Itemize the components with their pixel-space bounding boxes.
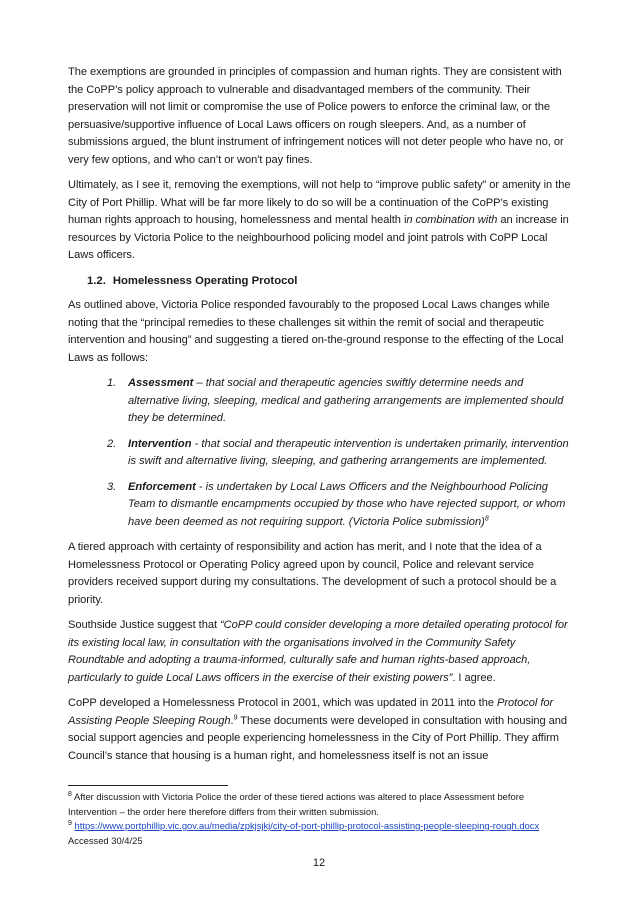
- list-item-assessment: [91, 375, 574, 428]
- footnote-text: After discussion with Victoria Police the order of these tiered actions was altered to place Assessment before Intervention – the order here therefore differs from their written submission.: [68, 791, 525, 817]
- paragraph-text: These documents were developed in consultation with housing and social support agencies and people experiencing homelessness in the City of Port Phillip. They affirm Council’s stance that housing is a human right, and homelessness itself is not an issue: [68, 714, 568, 762]
- footnotes: [68, 790, 574, 848]
- quote-text: “CoPP could consider developing a more detailed operating protocol for its existing local law, in consultation with the organisations involved in the Community Safety Roundtable and adopting a trauma-informed, culturally safe and human rights-based approach, particularly to guide Local Laws officers in the exercise of their existing powers”: [68, 619, 568, 684]
- paragraph-outlined: As outlined above, Victoria Police responded favourably to the proposed Local Laws changes while noting that the “principal remedies to these challenges sit within the remit of social and therapeutic intervention and housing” and suggesting a tiered on-the-ground response to the effecting of the Local Laws as follows:: [68, 299, 564, 364]
- list-marker: 2.: [107, 437, 117, 450]
- paragraph-text: . I agree.: [452, 671, 496, 684]
- emphasis-text: n combination with: [406, 214, 498, 226]
- paragraph-text: an increase in resources by Victoria Police to the neighbourhood policing model and joint patrols with CoPP Local Laws officers.: [68, 214, 569, 261]
- page-number: 12: [312, 857, 326, 869]
- list-text: - that social and therapeutic intervention is undertaken primarily, intervention is swift and alternative living, sleeping, and gathering arrangements are implemented.: [128, 437, 569, 467]
- paragraph-ultimately: [68, 177, 574, 265]
- paragraph-text: Ultimately, as I see it, removing the exemptions, will not help to “improve public safety” or amenity in the City of Port Phillip. What will be far more likely to do so will be a continuation of the CoPP’s existing human rights approach to housing, homelessness and mental health i: [68, 179, 571, 226]
- footnote-ref-8[interactable]: 8: [484, 514, 489, 522]
- footnote-text: Accessed 30/4/25: [68, 834, 143, 846]
- tiered-response-list: [68, 375, 574, 531]
- paragraph-tiered-approach: A tiered approach with certainty of responsibility and action has merit, and I note that the idea of a Homelessness Protocol or Operating Policy agreed upon by council, Police and relevant service providers received support during my consultations. The development of such a protocol should be a priority.: [68, 541, 557, 606]
- list-item-intervention: [91, 436, 574, 471]
- footnote-9: [68, 819, 574, 848]
- section-heading: [68, 273, 574, 291]
- list-marker: 3.: [107, 480, 117, 493]
- footnote-8: [68, 790, 574, 819]
- title-text: Protocol for Assisting People Sleeping Rough: [68, 697, 554, 727]
- paragraph-text: Southside Justice suggest that: [68, 619, 221, 631]
- list-marker: 1.: [107, 377, 117, 389]
- paragraph-text: .: [230, 714, 234, 727]
- list-term: Assessment: [128, 377, 194, 389]
- list-text: - is undertaken by Local Laws Officers and the Neighbourhood Policing Team to dismantle encampments occupied by those who have rejected support, or whom have been deemed as not requiring support. (Victoria Police submission): [128, 480, 566, 528]
- document-page: [68, 64, 574, 773]
- footnote-link[interactable]: https://www.portphillip.vic.gov.au/media/zpkjsjkj/city-of-port-phillip-protocol-assisting-people-sleeping-rough.docx: [74, 820, 540, 831]
- list-item-enforcement: [91, 479, 574, 532]
- list-text: – that social and therapeutic agencies swiftly determine needs and alternative living, sleeping, medical and gathering arrangements are implemented should they be determined.: [128, 377, 564, 424]
- footnote-ref-9[interactable]: 9: [233, 713, 238, 721]
- paragraph-exemptions: The exemptions are grounded in principles of compassion and human rights. They are consistent with the CoPP’s policy approach to vulnerable and disadvantaged members of the community. Their preservation will not limit or compromise the use of Police powers to enforce the criminal law, or the persuasive/supportive influence of Local Laws officers on rough sleepers. And, as a number of submissions argued, the blunt instrument of infringement notices will not deter people who have no, or very few options, and who can’t or won't pay fines.: [68, 66, 564, 166]
- paragraph-copp-developed: [68, 695, 574, 765]
- footnote-number: 9: [68, 819, 72, 827]
- list-term: Enforcement: [128, 480, 196, 493]
- footnote-separator: [68, 785, 228, 786]
- list-term: Intervention: [128, 437, 192, 450]
- paragraph-text: CoPP developed a Homelessness Protocol in 2001, which was updated in 2011 into the: [68, 697, 497, 709]
- section-title: Homelessness Operating Protocol: [112, 274, 298, 287]
- paragraph-southside: [68, 617, 574, 687]
- section-number: 1.2.: [87, 274, 106, 287]
- footnote-number: 8: [68, 790, 72, 798]
